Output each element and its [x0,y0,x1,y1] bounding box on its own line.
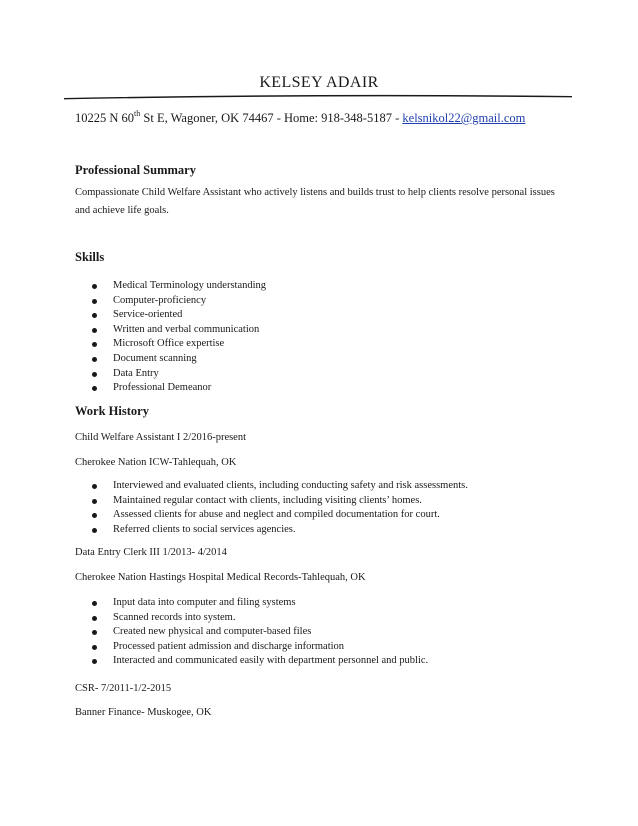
skills-list [75,279,266,396]
job-duty-item: Scanned records into system. [75,611,428,626]
job-duty-item: Interacted and communicated easily with department personnel and public. [75,654,428,669]
job-title: Child Welfare Assistant I 2/2016-present [75,432,247,443]
job-employer: Banner Finance- Muskogee, OK [75,707,212,718]
job-title: Data Entry Clerk III 1/2013- 4/2014 [75,547,227,558]
job-title: CSR- 7/2011-1/2-2015 [75,683,172,694]
skill-item: Data Entry [75,367,266,382]
skills-heading: Skills [75,250,105,264]
job-duties-list [75,479,468,537]
job-duty-item: Maintained regular contact with clients, including visiting clients’ homes. [75,494,468,509]
job-duty-item: Assessed clients for abuse and neglect and compiled documentation for court. [75,508,468,523]
header-divider [64,94,572,100]
job-employer: Cherokee Nation Hastings Hospital Medical Records-Tahlequah, OK [75,572,366,583]
summary-heading: Professional Summary [75,163,196,177]
address-ordinal: th [134,109,141,118]
skill-item: Medical Terminology understanding [75,279,266,294]
job-duty-item: Created new physical and computer-based files [75,625,428,640]
skill-item: Professional Demeanor [75,381,266,396]
contact-line [75,110,525,126]
resume-name: KELSEY ADAIR [259,74,379,91]
skill-item: Service-oriented [75,308,266,323]
job-duty-item: Input data into computer and filing systems [75,596,428,611]
skill-item: Document scanning [75,352,266,367]
work-history-heading: Work History [75,404,149,418]
address-rest-text: St E, Wagoner, OK 74467 - Home: 918-348-5187 - [140,111,403,126]
summary-line-1: Compassionate Child Welfare Assistant who actively listens and builds trust to help clients resolve personal issues [75,187,555,198]
job-duty-item: Interviewed and evaluated clients, including conducting safety and risk assessments. [75,479,468,494]
email-link[interactable]: kelsnikol22@gmail.com [402,111,526,126]
job-duties-list [75,596,428,669]
skill-item: Microsoft Office expertise [75,337,266,352]
job-duty-item: Processed patient admission and discharge information [75,640,428,655]
job-employer: Cherokee Nation ICW-Tahlequah, OK [75,457,237,468]
job-duty-item: Referred clients to social services agencies. [75,523,468,538]
address-text: 10225 N 60 [75,111,135,126]
skill-item: Written and verbal communication [75,323,266,338]
summary-line-2: and achieve life goals. [75,205,169,216]
skill-item: Computer-proficiency [75,294,266,309]
